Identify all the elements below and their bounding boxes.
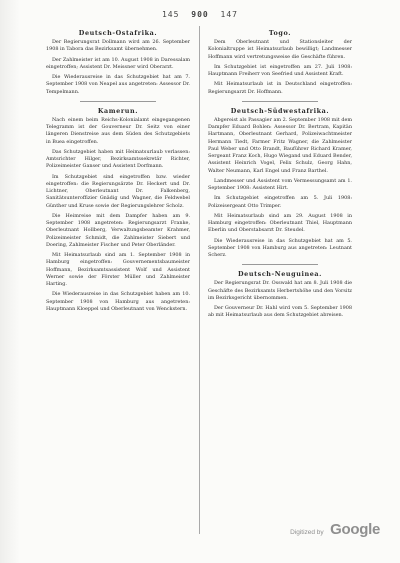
section-divider xyxy=(80,101,156,102)
section-title-kamerun: Kamerun. xyxy=(97,106,139,115)
paragraph: Das Schutzgebiet haben mit Heimatsurlaub verlassen: Amtsrichter Hilger, Bezirksamtssekretär Richter, Polizeimeister Ganser und Assistent Dorfmann. xyxy=(46,148,190,170)
paragraph: Nach einem beim Reichs-Kolonialamt eingegangenen Telegramm ist der Gouverneur Dr. Seitz von einer längeren Dienstreise aus dem Süden des Schutzgebiets in Buea eingetroffen. xyxy=(46,116,190,145)
left-column xyxy=(46,24,190,539)
page-header-right: 147 xyxy=(220,10,238,19)
paragraph: Im Schutzgebiet ist eingetroffen am 27. Juli 1908: Hauptmann Freiherr von Seefried und Assistent Kraft. xyxy=(208,63,352,77)
paragraph: Die Wiederausreise in das Schutzgebiet hat am 7. September 1908 von Neapel aus angetreten: Assessor Dr. Tempelmann. xyxy=(46,74,190,95)
watermark-prefix: Digitized by xyxy=(290,529,324,536)
paragraph: Die Wiederausreise in das Schutzgebiet haben am 10. September 1908 von Hamburg aus angetreten: Hauptmann Kloeppel und Oberleutnant von Wenckstern. xyxy=(46,291,190,312)
section-title-suedwestafrika: Deutsch-Südwestafrika. xyxy=(230,106,330,115)
paragraph: Mit Heimatsurlaub ist in Deutschland eingetroffen: Regierungsarzt Dr. Hoffmann. xyxy=(208,81,352,95)
section-title-togo: Togo. xyxy=(268,29,292,37)
scan-edge-shadow xyxy=(0,0,20,563)
page-header xyxy=(0,10,400,19)
paragraph: Landmesser und Assistent vom Vermessungsamt am 1. September 1908: Assistent Hirt. xyxy=(208,177,352,191)
paragraph: Im Schutzgebiet eingetroffen am 5. Juli 1908: Polizeisergeant Otto Trimper. xyxy=(208,195,352,209)
paragraph: Der Zahlmeister ist am 10. August 1908 in Daressalam eingetroffen; Assistent Dr. Meissner wird Oberarzt. xyxy=(46,56,190,70)
paragraph: Der Regierungsrat Dollmann wird am 26. September 1908 in Tabora das Bezirksamt übernehmen. xyxy=(46,39,190,53)
paragraph: Abgereist als Passagier am 2. September 1908 mit dem Dampfer Eduard Bohlen: Assessor Dr. Bertram, Kapitän Hartmann, Oberleutnant Gerhard, Polizeiwachtmeister Hermann Tiedt, Farmer Fritz Wagner, die Zahlmeister Paul Weber und Otto Brandt, Bauführer Richard Kramer, Sergeant Franz Koch, Hugo Wiegand und Eduard Bender, Assistent Heinrich Vogel, Felix Schulz, Georg Hahn, Walter Neumann, Karl Engel und Franz Barthel. xyxy=(208,116,352,174)
section-divider xyxy=(242,264,318,265)
paragraph: Der Gouverneur Dr. Hahl wird vom 5. September 1908 ab mit Heimatsurlaub aus dem Schutzgebiet abreisen. xyxy=(208,305,352,319)
watermark-brand: Google xyxy=(330,521,380,538)
paragraph: Die Wiederausreise in das Schutzgebiet hat am 5. September 1908 von Hamburg aus angetreten: Leutnant Scherz. xyxy=(208,237,352,258)
paragraph: Im Schutzgebiet sind eingetroffen bzw. wieder eingetroffen: die Regierungsärzte Dr. Heckert und Dr. Lichtner, Oberleutnant Dr. Falkenberg, Sanitätsunteroffizier Gnädig und Wagner, die Feldwebel Günther und Kruse sowie der Regierungslehrer Scholz. xyxy=(46,173,190,209)
page-number: 900 xyxy=(191,10,209,19)
digitized-by-google-watermark xyxy=(290,521,380,539)
paragraph: Die Heimreise mit dem Dampfer haben am 9. September 1908 angetreten: Regierungsarzt Franke, Oberleutnant Hollberg, Verwaltungsbeamter Krahmer, Polizeimeister Schmidt, die Zahlmeister Siebert und Doering, Zahlmeister Fischer und Peter Oberländer. xyxy=(46,212,190,248)
paragraph: Mit Heimatsurlaub sind am 29. August 1908 in Hamburg eingetroffen: Oberleutnant Thiel, Hauptmann Eberlin und Oberstabsarzt Dr. Steudel. xyxy=(208,212,352,234)
paragraph: Der Regierungsrat Dr. Osswald hat am 8. Juli 1908 die Geschäfte des Bezirksamts Herbertshöhe und den Vorsitz im Bezirksgericht übernommen. xyxy=(208,280,352,301)
section-divider xyxy=(242,101,318,102)
paragraph: Mit Heimatsurlaub sind am 1. September 1908 in Hamburg eingetroffen: Gouvernementsbaumeister Hoffmann, Bezirksamtsassistent Wolf und Assistent Werner sowie der Förster Müller und Zahlmeister Harting. xyxy=(46,252,190,287)
column-divider xyxy=(199,26,200,534)
paragraph: Dem Oberleutnant und Stationsleiter der Kolonialtruppe ist Heimatsurlaub bewilligt; Landmesser Hoffmann wird vertretungsweise die Geschäfte führen. xyxy=(208,39,352,60)
right-column xyxy=(208,24,352,424)
section-title-ostafrika: Deutsch-Ostafrika. xyxy=(78,29,158,37)
page-header-left: 145 xyxy=(161,10,180,19)
section-title-neuguinea: Deutsch-Neuguinea. xyxy=(238,270,322,279)
